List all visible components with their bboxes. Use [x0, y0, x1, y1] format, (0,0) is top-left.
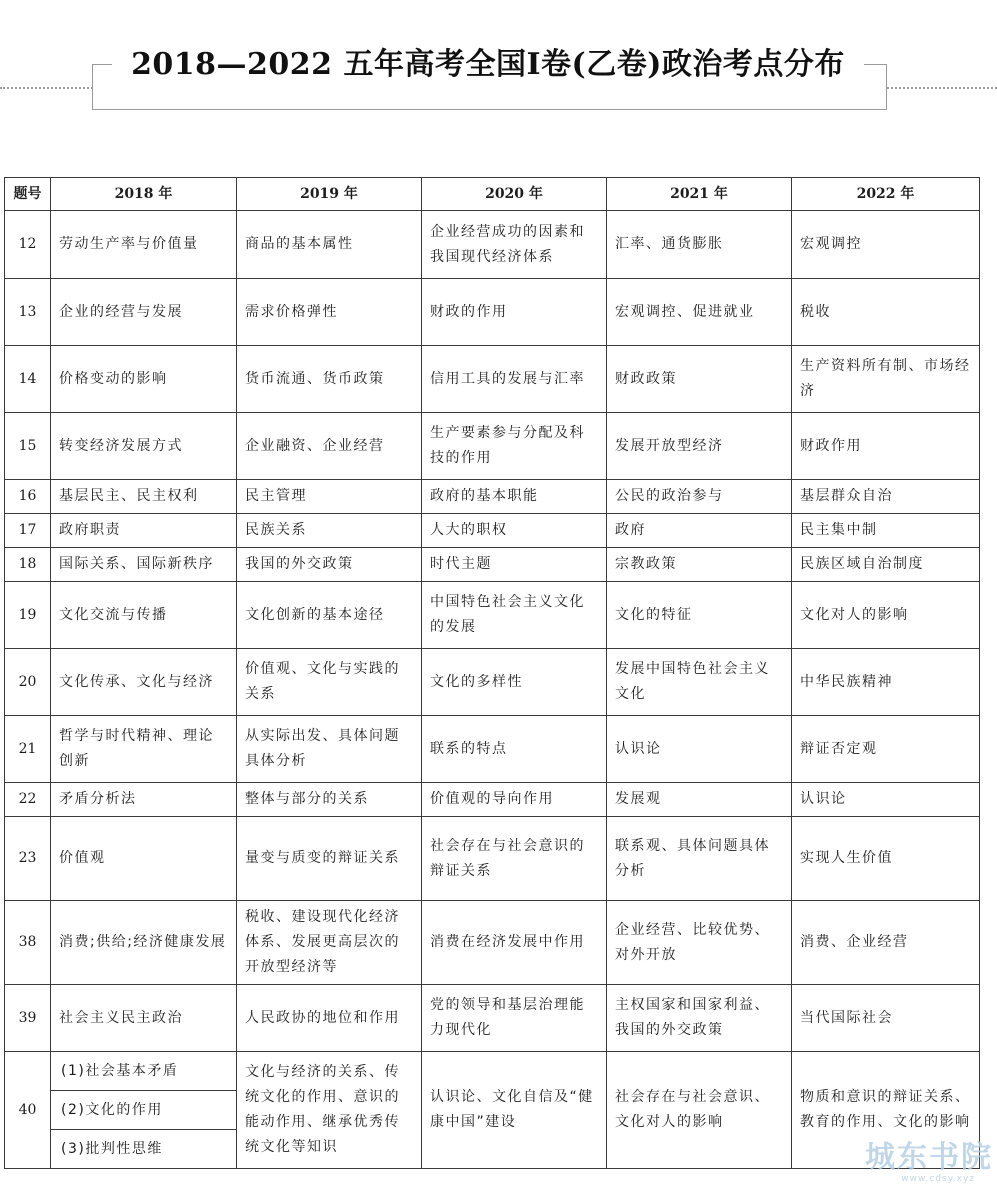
- topic-cell-2018: 国际关系、国际新秩序: [51, 548, 237, 582]
- question-number-cell: 20: [5, 649, 51, 716]
- topic-cell-2022: 民主集中制: [792, 514, 980, 548]
- topic-cell-2019: 文化创新的基本途径: [237, 582, 422, 649]
- header-2021: 2021 年: [607, 178, 792, 211]
- topic-cell-2022: 实现人生价值: [792, 817, 980, 901]
- question-number-cell: 22: [5, 783, 51, 817]
- table-row: [5, 413, 980, 480]
- sub-question-cell: (3)批判性思维: [51, 1130, 237, 1169]
- topic-cell-2019: 商品的基本属性: [237, 211, 422, 279]
- question-number-cell: 40: [5, 1052, 51, 1169]
- topic-cell-2019: 价值观、文化与实践的关系: [237, 649, 422, 716]
- table-row: [5, 514, 980, 548]
- topic-cell-2019: 企业融资、企业经营: [237, 413, 422, 480]
- sub-question-cell: (2)文化的作用: [51, 1091, 237, 1130]
- watermark-logo: 城东书院: [865, 1140, 993, 1175]
- topic-cell-2021: 财政政策: [607, 346, 792, 413]
- topic-cell-2021: 汇率、通货膨胀: [607, 211, 792, 279]
- topic-cell-2022: 消费、企业经营: [792, 901, 980, 985]
- table-header-row: [5, 178, 980, 211]
- question-number-cell: 13: [5, 279, 51, 346]
- topic-cell-2022: 财政作用: [792, 413, 980, 480]
- question-number-cell: 38: [5, 901, 51, 985]
- topic-cell-2018: 价值观: [51, 817, 237, 901]
- topic-cell-2022: 物质和意识的辩证关系、教育的作用、文化的影响: [792, 1052, 980, 1169]
- table-row: [5, 985, 980, 1052]
- topic-cell-2022: 生产资料所有制、市场经济: [792, 346, 980, 413]
- topic-cell-2018: 企业的经营与发展: [51, 279, 237, 346]
- topic-cell-2020: 信用工具的发展与汇率: [422, 346, 607, 413]
- topic-cell-2020: 价值观的导向作用: [422, 783, 607, 817]
- topic-cell-2019: 从实际出发、具体问题具体分析: [237, 716, 422, 783]
- table-row: [5, 582, 980, 649]
- topic-cell-2018: 哲学与时代精神、理论创新: [51, 716, 237, 783]
- topic-cell-2019: 税收、建设现代化经济体系、发展更高层次的开放型经济等: [237, 901, 422, 985]
- topic-cell-2022: 税收: [792, 279, 980, 346]
- topic-cell-2021: 联系观、具体问题具体分析: [607, 817, 792, 901]
- topic-cell-2021: 发展中国特色社会主义文化: [607, 649, 792, 716]
- topic-cell-2022: 中华民族精神: [792, 649, 980, 716]
- topic-cell-2021: 社会存在与社会意识、文化对人的影响: [607, 1052, 792, 1169]
- header-2018: 2018 年: [51, 178, 237, 211]
- question-number-cell: 19: [5, 582, 51, 649]
- question-number-cell: 18: [5, 548, 51, 582]
- topic-cell-2022: 当代国际社会: [792, 985, 980, 1052]
- table-row: [5, 783, 980, 817]
- topic-cell-2020: 文化的多样性: [422, 649, 607, 716]
- topic-cell-2020: 消费在经济发展中作用: [422, 901, 607, 985]
- table-row: [5, 817, 980, 901]
- table-row: [5, 649, 980, 716]
- topic-cell-2021: 文化的特征: [607, 582, 792, 649]
- topic-cell-2020: 财政的作用: [422, 279, 607, 346]
- sub-question-cell: (1)社会基本矛盾: [51, 1052, 237, 1091]
- topic-cell-2018: 劳动生产率与价值量: [51, 211, 237, 279]
- table-row: [5, 548, 980, 582]
- topic-cell-2018: 政府职责: [51, 514, 237, 548]
- topic-cell-2021: 宏观调控、促进就业: [607, 279, 792, 346]
- topic-cell-2018: 文化交流与传播: [51, 582, 237, 649]
- topic-cell-2022: 文化对人的影响: [792, 582, 980, 649]
- topic-cell-2019: 需求价格弹性: [237, 279, 422, 346]
- question-number-cell: 39: [5, 985, 51, 1052]
- question-number-cell: 23: [5, 817, 51, 901]
- topic-cell-2019: 文化与经济的关系、传统文化的作用、意识的能动作用、继承优秀传统文化等知识: [237, 1052, 422, 1169]
- topic-cell-2019: 民族关系: [237, 514, 422, 548]
- question-number-cell: 14: [5, 346, 51, 413]
- topic-cell-2021: 发展观: [607, 783, 792, 817]
- topic-cell-2019: 我国的外交政策: [237, 548, 422, 582]
- topic-cell-2021: 政府: [607, 514, 792, 548]
- topic-cell-2020: 中国特色社会主义文化的发展: [422, 582, 607, 649]
- table-row: [5, 716, 980, 783]
- exam-topic-table: [4, 177, 980, 1169]
- topic-cell-2022: 宏观调控: [792, 211, 980, 279]
- question-number-cell: 21: [5, 716, 51, 783]
- topic-cell-2021: 宗教政策: [607, 548, 792, 582]
- table-row: [5, 211, 980, 279]
- topic-cell-2020: 人大的职权: [422, 514, 607, 548]
- table-row: [5, 480, 980, 514]
- topic-cell-2020: 社会存在与社会意识的辩证关系: [422, 817, 607, 901]
- topic-cell-2021: 企业经营、比较优势、对外开放: [607, 901, 792, 985]
- header-2020: 2020 年: [422, 178, 607, 211]
- question-number-cell: 16: [5, 480, 51, 514]
- topic-cell-2019: 整体与部分的关系: [237, 783, 422, 817]
- topic-cell-2018: 矛盾分析法: [51, 783, 237, 817]
- topic-cell-2021: 认识论: [607, 716, 792, 783]
- header-2019: 2019 年: [237, 178, 422, 211]
- topic-cell-2022: 基层群众自治: [792, 480, 980, 514]
- watermark-url: www.cdsy.xyz: [901, 1174, 975, 1184]
- topic-cell-2019: 货币流通、货币政策: [237, 346, 422, 413]
- topic-cell-2019: 量变与质变的辩证关系: [237, 817, 422, 901]
- header-2022: 2022 年: [792, 178, 980, 211]
- table-row: [5, 901, 980, 985]
- topic-cell-2019: 人民政协的地位和作用: [237, 985, 422, 1052]
- topic-cell-2021: 公民的政治参与: [607, 480, 792, 514]
- topic-cell-2021: 主权国家和国家利益、我国的外交政策: [607, 985, 792, 1052]
- topic-cell-2018: 价格变动的影响: [51, 346, 237, 413]
- topic-cell-2022: 民族区域自治制度: [792, 548, 980, 582]
- question-number-cell: 17: [5, 514, 51, 548]
- header-question-number: 题号: [5, 178, 51, 211]
- table-row-40: [5, 1052, 980, 1091]
- topic-cell-2021: 发展开放型经济: [607, 413, 792, 480]
- topic-cell-2020: 政府的基本职能: [422, 480, 607, 514]
- question-number-cell: 12: [5, 211, 51, 279]
- question-number-cell: 15: [5, 413, 51, 480]
- page-title: 2018—2022 五年高考全国Ⅰ卷(乙卷)政治考点分布: [112, 44, 864, 86]
- topic-cell-2018: 文化传承、文化与经济: [51, 649, 237, 716]
- topic-cell-2020: 联系的特点: [422, 716, 607, 783]
- topic-cell-2020: 时代主题: [422, 548, 607, 582]
- topic-cell-2018: 消费;供给;经济健康发展: [51, 901, 237, 985]
- table-row: [5, 279, 980, 346]
- topic-cell-2022: 辩证否定观: [792, 716, 980, 783]
- topic-cell-2020: 生产要素参与分配及科技的作用: [422, 413, 607, 480]
- topic-cell-2019: 民主管理: [237, 480, 422, 514]
- topic-cell-2020: 企业经营成功的因素和我国现代经济体系: [422, 211, 607, 279]
- topic-cell-2018: 社会主义民主政治: [51, 985, 237, 1052]
- topic-cell-2022: 认识论: [792, 783, 980, 817]
- topic-cell-2020: 认识论、文化自信及“健康中国”建设: [422, 1052, 607, 1169]
- table-row: [5, 346, 980, 413]
- topic-cell-2020: 党的领导和基层治理能力现代化: [422, 985, 607, 1052]
- topic-cell-2018: 基层民主、民主权利: [51, 480, 237, 514]
- topic-cell-2018: 转变经济发展方式: [51, 413, 237, 480]
